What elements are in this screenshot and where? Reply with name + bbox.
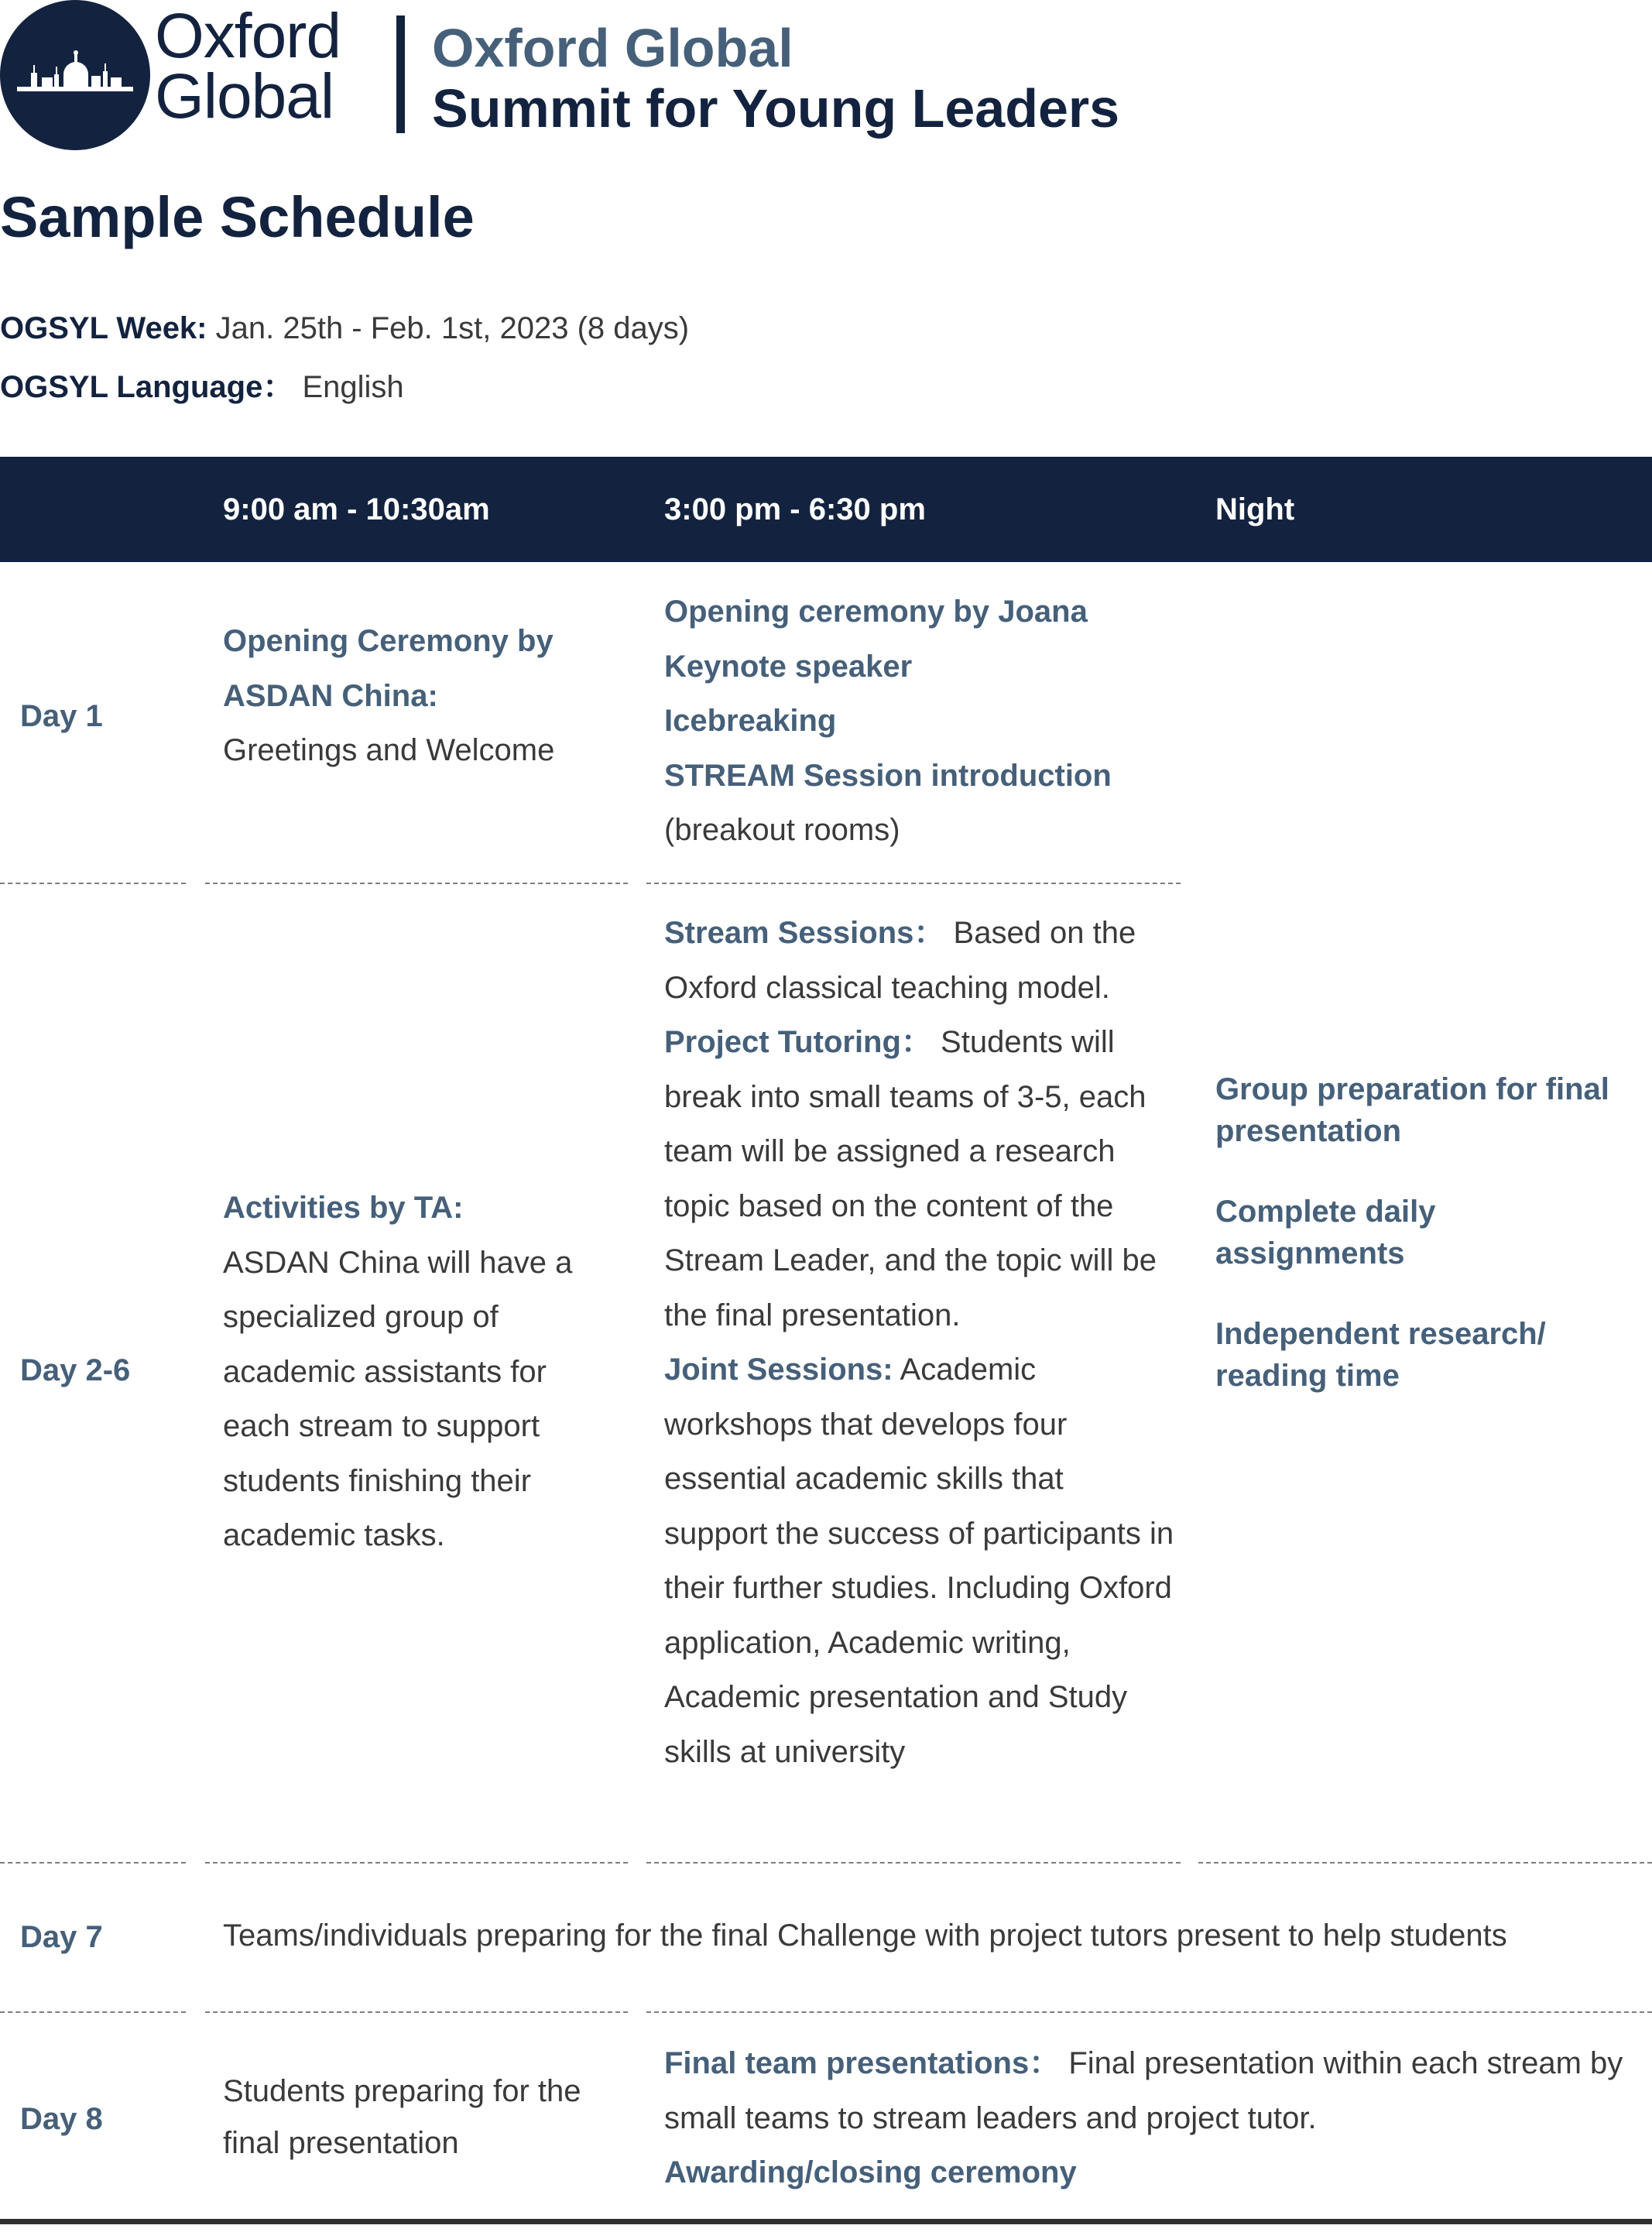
day-label-8: Day 8: [20, 2102, 103, 2136]
header-night: Night: [1215, 492, 1295, 526]
day8-afternoon-cell: [664, 2036, 1632, 2200]
night-cell: [1215, 1068, 1633, 1397]
row-divider: [0, 1862, 186, 1864]
logo-line-2: Global: [155, 61, 334, 132]
summit-title-line-2: Summit for Young Leaders: [432, 78, 1120, 139]
night-item-assignments: Complete daily assignments: [1215, 1195, 1436, 1270]
joint-sessions-text: Academic workshops that develops four essential academic skills that support the success of participants in their further studies. Including Oxford application, Academic writing, Academic presentation and Study skills at university: [664, 1353, 1174, 1769]
day1-afternoon-note: (breakout rooms): [664, 813, 900, 847]
meta-week-label: OGSYL Week:: [0, 311, 207, 345]
summit-title-line-1: Oxford Global: [432, 18, 793, 78]
row-divider: [0, 2011, 186, 2013]
day-label-7: Day 7: [20, 1920, 103, 1954]
project-tutoring-text: Students will break into small teams of 3-5, each team will be assigned a research topic based on the content of the Stream Leader, and the topic will be the final presentation.: [664, 1025, 1157, 1332]
day1-morning-bold: Opening Ceremony by ASDAN China:: [223, 624, 554, 713]
schedule-table-header: [0, 457, 1652, 562]
logo-line-1: Oxford: [155, 1, 341, 71]
meta-language-value: English: [302, 370, 404, 404]
day2-6-morning-bold: Activities by TA:: [223, 1191, 464, 1225]
day1-afternoon-item-3: Icebreaking: [664, 704, 837, 738]
project-tutoring-label: Project Tutoring：: [664, 1025, 932, 1059]
day1-afternoon-item-2: Keynote speaker: [664, 649, 913, 684]
table-bottom-rule: [0, 2219, 1652, 2224]
day-label-1: Day 1: [20, 699, 103, 733]
day2-6-morning-text: ASDAN China will have a specialized group of academic assistants for each stream to support students finishing their academic tasks.: [223, 1245, 573, 1552]
closing-ceremony: Awarding/closing ceremony: [664, 2155, 1077, 2189]
joint-sessions-label: Joint Sessions:: [664, 1353, 893, 1387]
day7-text: Teams/individuals preparing for the final Challenge with project tutors present to help students: [223, 1918, 1507, 1953]
oxford-skyline-logo-icon: [0, 0, 150, 150]
row-divider: [646, 1862, 1181, 1864]
day1-afternoon-item-4: STREAM Session introduction: [664, 758, 1112, 793]
day1-afternoon-cell: [664, 585, 1175, 858]
page-title: Sample Schedule: [0, 185, 475, 249]
stream-sessions-text: Based on the Oxford classical teaching model.: [664, 916, 1136, 1005]
final-presentations-label: Final team presentations：: [664, 2046, 1061, 2080]
logo-divider: [396, 15, 405, 133]
header-morning: 9:00 am - 10:30am: [223, 492, 490, 526]
day1-morning-text: Greetings and Welcome: [223, 733, 555, 767]
stream-sessions-label: Stream Sessions：: [664, 916, 945, 950]
row-divider: [205, 1862, 628, 1864]
day8-morning-text: Students preparing for the final presentation: [223, 2074, 581, 2160]
day1-afternoon-item-1: Opening ceremony by Joana: [664, 595, 1088, 629]
day2-6-afternoon-cell: [664, 906, 1175, 1779]
row-divider: [646, 883, 1181, 884]
meta-language-label: OGSYL Language：: [0, 370, 294, 404]
night-item-group-prep: Group preparation for final presentation: [1215, 1072, 1609, 1148]
row-divider: [205, 883, 628, 884]
meta-language: [0, 362, 404, 406]
meta-week: [0, 311, 689, 346]
row-divider: [1198, 1862, 1652, 1864]
row-divider: [0, 883, 186, 884]
final-presentations-text: Final presentation within each stream by small teams to stream leaders and project tutor.: [664, 2046, 1623, 2135]
row-divider: [205, 2011, 628, 2013]
night-item-research: Independent research/ reading time: [1215, 1317, 1546, 1393]
day1-morning-cell: [223, 614, 595, 778]
day2-6-morning-cell: [223, 1181, 587, 1563]
logo-wordmark: [155, 1, 341, 132]
row-divider: [646, 2011, 1652, 2013]
header-afternoon: 3:00 pm - 6:30 pm: [664, 492, 926, 526]
header-logo: [0, 0, 1122, 155]
day-label-2-6: Day 2-6: [20, 1353, 131, 1387]
meta-week-value: Jan. 25th - Feb. 1st, 2023 (8 days): [215, 311, 690, 345]
